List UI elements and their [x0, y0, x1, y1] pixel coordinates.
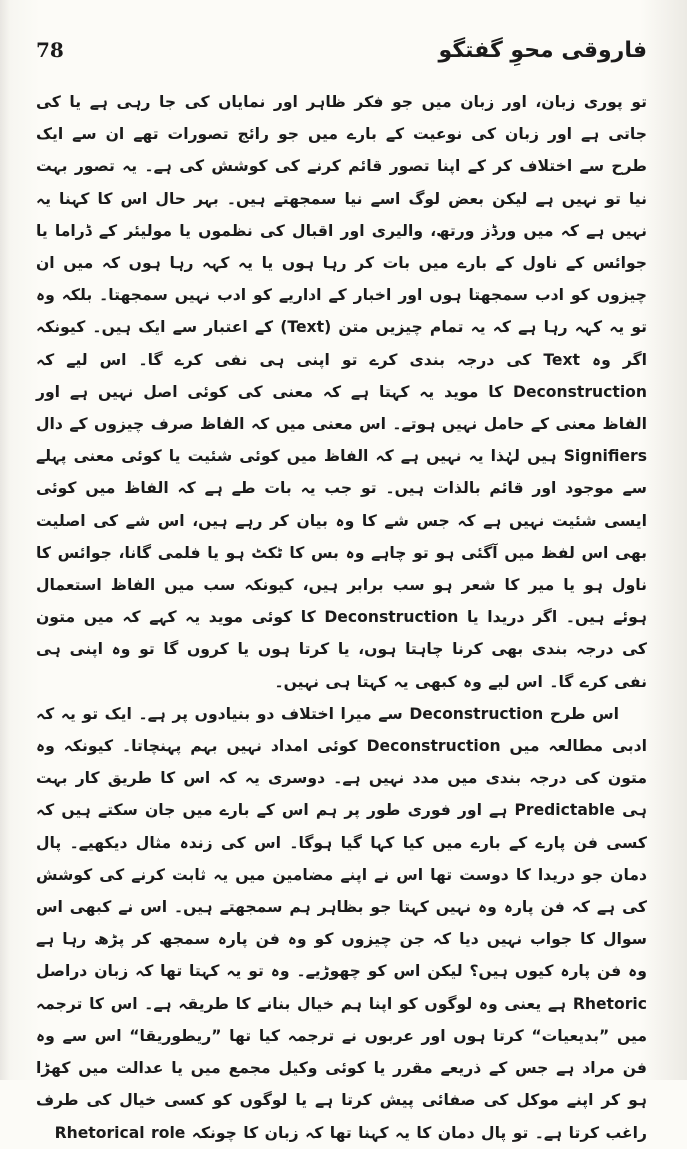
running-head: فاروقی محوِ گفتگو: [438, 37, 647, 63]
paragraph: تو پوری زبان، اور زبان میں جو فکر ظاہر اور نمایاں کی جا رہی ہے یا کی جاتی ہے اور زبان کی نوعیت کے بارے میں جو رائج تصورات تھے ان سے ایک طرح سے اختلاف کر کے اپنا تصور قائم کرنے کی کوشش کی ہے۔ یہ تصور بہت نیا تو نہیں ہے لیکن بعض لوگ اسے نیا سمجھتے ہیں۔ بہر حال اس کا کہنا یہ نہیں ہے کہ میں ورڈز ورتھ، والیری اور اقبال کی نظموں یا مولیئر کے ڈراما یا جوائس کے ناول کے بارے میں بات کر رہا ہوں یا یہ کہہ رہا ہوں کہ میں ان چیزوں کو ادب سمجھتا ہوں اور اخبار کے اداریے کو ادب نہیں سمجھتا۔ بلکہ وہ تو یہ کہہ رہا ہے کہ یہ تمام چیزیں متن (Text) کے اعتبار سے ایک ہیں۔ کیونکہ اگر وہ Text کی درجہ بندی کرے تو اپنی ہی نفی کرے گا۔ اس لیے کہ Deconstruction کا موید یہ کہتا ہے کہ معنی کی کوئی اصل نہیں ہے اور الفاظ معنی کے حامل نہیں ہوتے۔ اس معنی میں کہ الفاظ صرف چیزوں کے دال Signifiers ہیں لہٰذا یہ نہیں ہے کہ الفاظ میں کوئی شئیت یا کوئی معنی پہلے سے موجود اور قائم بالذات ہیں۔ تو جب یہ بات طے ہے کہ الفاظ میں کوئی ایسی شئیت نہیں ہے کہ جس شے کا وہ بیان کر رہے ہیں، اس شے کی اصلیت بھی اس لفظ میں آگئی ہو تو چاہے وہ بس کا ٹکٹ ہو یا فلمی گانا، جوائس کا ناول ہو یا میر کا شعر ہو سب برابر ہیں، کیونکہ سب میں الفاظ استعمال ہوئے ہیں۔ اگر دریدا یا Deconstruction کا کوئی موید یہ کہے کہ میں متون کی درجہ بندی بھی کرنا چاہتا ہوں، یا کرتا ہوں یا کروں گا تو وہ اپنی ہی نفی کرے گا۔ اس لیے وہ کبھی یہ کہتا ہی نہیں۔: [36, 93, 648, 691]
paragraph: اس طرح Deconstruction سے میرا اختلاف دو بنیادوں پر ہے۔ ایک تو یہ کہ ادبی مطالعہ میں Deconstruction کوئی امداد نہیں بہم پہنچاتا۔ کیونکہ وہ متون کی درجہ بندی میں مدد نہیں ہے۔ دوسری یہ کہ اس کا طریق کار بہت ہی Predictable ہے اور فوری طور پر ہم اس کے بارے میں جان سکتے ہیں کہ کسی فن پارے کے بارے میں کیا کہا گیا ہوگا۔ اس کی زندہ مثال دیکھیے۔ پال دمان جو دریدا کا دوست تھا اس نے اپنے مضامین میں یہ ثابت کرنے کی کوشش کی ہے کہ فن پارہ وہ نہیں کہتا جو بظاہر ہم سمجھتے ہیں۔ اس نے کبھی اس سوال کا جواب نہیں دیا کہ جن چیزوں کو وہ فن پارہ سمجھ کر پڑھ رہا ہے وہ فن پارہ کیوں ہیں؟ لیکن اس کو چھوڑیے۔ وہ تو یہ کہتا تھا کہ زبان دراصل Rhetoric ہے یعنی وہ لوگوں کو اپنا ہم خیال بنانے کا طریقہ ہے۔ اس کا ترجمہ میں ”بدیعیات“ کرتا ہوں اور عربوں نے ترجمہ کیا تھا ”ریطوریقا“ اس سے وہ فن مراد ہے جس کے ذریعے مقرر یا کوئی وکیل مجمع میں یا عدالت میں کھڑا ہو کر اپنے موکل کی صفائی پیش کرتا ہے یا لوگوں کو کسی خیال کی طرف راغب کرتا ہے۔ تو پال دمان کا یہ کہنا تھا کہ زبان کا چونکہ Rhetorical role: [36, 704, 647, 1142]
page-header: [36, 26, 647, 74]
page-number: 78: [36, 38, 64, 62]
page-body-text: [36, 86, 648, 1142]
